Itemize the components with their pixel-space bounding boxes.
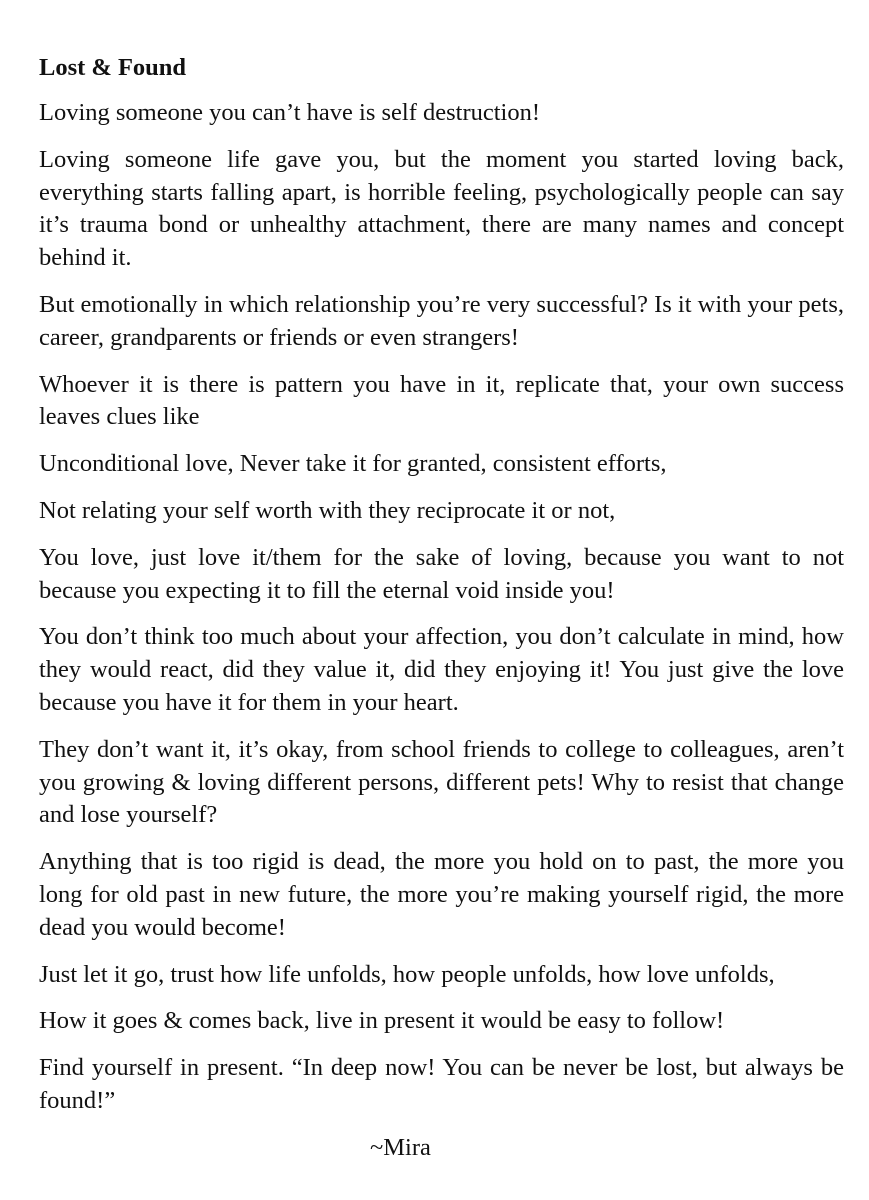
paragraph: Anything that is too rigid is dead, the more you hold on to past, the more you long for old past in new future, the more you’re making yourself rigid, the more dead you would become! bbox=[39, 848, 844, 941]
paragraph: You don’t think too much about your affection, you don’t calculate in mind, how they would react, did they value it, did they enjoying it! You just give the love because you have it for them in your heart. bbox=[39, 623, 844, 716]
paragraph: They don’t want it, it’s okay, from school friends to college to colleagues, aren’t you growing & loving different persons, different pets! Why to resist that change and lose yourself? bbox=[39, 735, 844, 829]
document-title: Lost & Found bbox=[39, 54, 187, 81]
paragraph: Find yourself in present. “In deep now! You can be never be lost, but always be found!” bbox=[39, 1054, 844, 1114]
paragraph: But emotionally in which relationship you’re very successful? Is it with your pets, career, grandparents or friends or even strangers! bbox=[39, 290, 844, 351]
paragraph: Just let it go, trust how life unfolds, how people unfolds, how love unfolds, bbox=[39, 960, 775, 988]
document-page bbox=[39, 52, 844, 1165]
paragraph: Loving someone you can’t have is self destruction! bbox=[39, 99, 540, 126]
paragraph: Not relating your self worth with they reciprocate it or not, bbox=[39, 496, 616, 524]
paragraph: You love, just love it/them for the sake of loving, because you want to not because you expecting it to fill the eternal void inside you! bbox=[39, 543, 844, 604]
paragraph: Loving someone life gave you, but the moment you started loving back, everything starts falling apart, is horrible feeling, psychologically people can say it’s trauma bond or unhealthy attachment, there are many names and concept behind it. bbox=[39, 145, 844, 272]
author-signature: ~Mira bbox=[370, 1133, 431, 1161]
paragraph: Whoever it is there is pattern you have in it, replicate that, your own success leaves clues like bbox=[39, 370, 844, 431]
paragraph: Unconditional love, Never take it for granted, consistent efforts, bbox=[39, 450, 667, 478]
paragraph: How it goes & comes back, live in present it would be easy to follow! bbox=[39, 1007, 725, 1035]
